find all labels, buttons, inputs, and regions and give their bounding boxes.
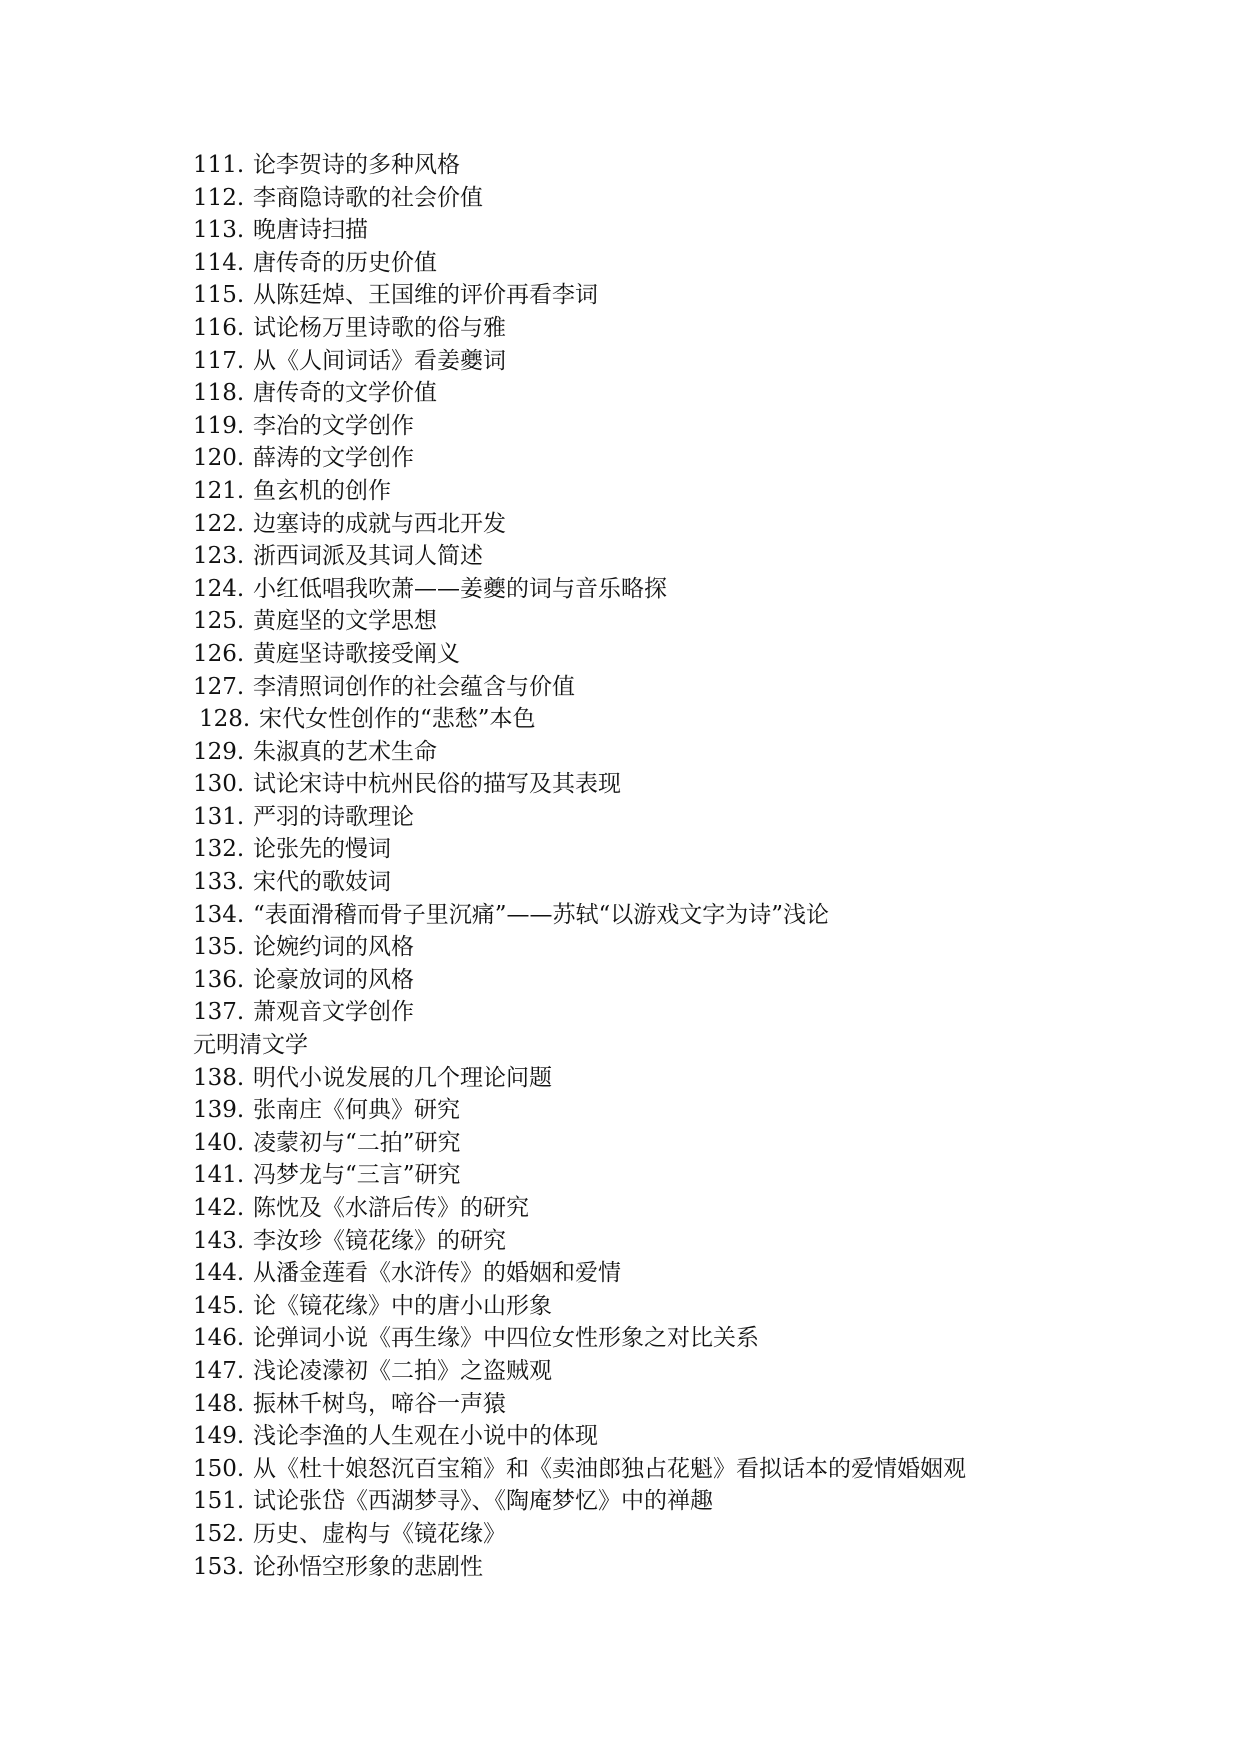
list-item — [193, 1485, 966, 1518]
list-item — [193, 1225, 966, 1258]
item-title: 黄庭坚的文学思想 — [253, 608, 437, 635]
item-title: 小红低唱我吹萧——姜夔的词与音乐略探 — [253, 575, 667, 602]
list-item — [193, 279, 966, 312]
item-number: 132. — [193, 836, 245, 863]
item-number: 111. — [193, 152, 245, 178]
list-item — [193, 182, 966, 215]
item-number: 129. — [193, 738, 245, 765]
list-item — [193, 1159, 966, 1192]
item-number: 117. — [193, 347, 245, 374]
item-title: 论《镜花缘》中的唐小山形象 — [253, 1292, 552, 1319]
item-title: 宋代女性创作的“悲愁”本色 — [259, 706, 536, 733]
item-number: 153. — [193, 1553, 245, 1580]
list-item — [193, 1127, 966, 1160]
list-item — [193, 475, 966, 508]
list-item — [193, 312, 966, 345]
section-heading-text: 元明清文学 — [193, 1032, 308, 1059]
item-number: 149. — [193, 1423, 245, 1450]
item-number: 145. — [193, 1292, 245, 1319]
item-title: 从《人间词话》看姜夔词 — [253, 347, 506, 374]
item-title: 宋代的歌妓词 — [253, 869, 391, 896]
item-number: 134. — [193, 901, 245, 928]
item-title: 论张先的慢词 — [253, 836, 391, 863]
item-number: 131. — [193, 803, 245, 830]
item-number: 151. — [193, 1488, 245, 1515]
item-number: 118. — [193, 380, 245, 407]
list-item — [193, 671, 966, 704]
list-item — [193, 573, 966, 606]
item-number: 119. — [193, 412, 245, 439]
item-number: 147. — [193, 1357, 245, 1384]
item-number: 113. — [193, 217, 245, 244]
item-number: 138. — [193, 1064, 245, 1091]
item-number: 133. — [193, 869, 245, 896]
item-number: 127. — [193, 673, 245, 700]
section-heading — [193, 1029, 966, 1062]
list-item — [193, 345, 966, 378]
item-number: 125. — [193, 608, 245, 635]
topic-list — [193, 149, 966, 1583]
item-title: 历史、虚构与《镜花缘》 — [253, 1520, 506, 1547]
item-number: 123. — [193, 543, 245, 570]
item-title: 论弹词小说《再生缘》中四位女性形象之对比关系 — [253, 1325, 759, 1352]
item-title: 晚唐诗扫描 — [253, 217, 368, 244]
item-title: 黄庭坚诗歌接受阐义 — [253, 640, 460, 667]
item-title: 凌蒙初与“二拍”研究 — [253, 1129, 461, 1156]
list-item — [193, 866, 966, 899]
list-item — [193, 768, 966, 801]
item-title: 边塞诗的成就与西北开发 — [253, 510, 506, 537]
item-number: 141. — [193, 1162, 245, 1189]
item-title: 朱淑真的艺术生命 — [253, 738, 437, 765]
item-title: 李冶的文学创作 — [253, 412, 414, 439]
list-item — [193, 1192, 966, 1225]
list-item — [193, 1388, 966, 1421]
item-title: 论李贺诗的多种风格 — [253, 152, 460, 178]
list-item — [193, 410, 966, 443]
item-number: 112. — [193, 184, 245, 211]
item-number: 150. — [193, 1455, 245, 1482]
list-item — [193, 442, 966, 475]
list-item — [193, 1518, 966, 1551]
item-title: 张南庄《何典》研究 — [253, 1097, 460, 1124]
list-item — [193, 1094, 966, 1127]
list-item — [193, 1355, 966, 1388]
item-title: 李清照词创作的社会蕴含与价值 — [253, 673, 575, 700]
list-item — [193, 508, 966, 541]
item-title: 李汝珍《镜花缘》的研究 — [253, 1227, 506, 1254]
item-number: 122. — [193, 510, 245, 537]
item-title: 唐传奇的文学价值 — [253, 380, 437, 407]
item-title: 试论张岱《西湖梦寻》、《陶庵梦忆》中的禅趣 — [253, 1488, 713, 1515]
list-item — [193, 540, 966, 573]
item-number: 114. — [193, 249, 245, 276]
list-item — [193, 736, 966, 769]
item-title: 陈忱及《水滸后传》的研究 — [253, 1195, 529, 1221]
item-number: 148. — [193, 1390, 245, 1417]
item-number: 136. — [193, 966, 245, 993]
list-item — [193, 1453, 966, 1486]
item-number: 135. — [193, 934, 245, 961]
list-item — [193, 638, 966, 671]
item-title: 冯梦龙与“三言”研究 — [253, 1162, 461, 1189]
item-number: 115. — [193, 282, 245, 309]
list-item — [193, 964, 966, 997]
list-item — [193, 1551, 966, 1584]
item-title: 从陈廷焯、王国维的评价再看李词 — [253, 282, 598, 309]
list-item — [193, 214, 966, 247]
item-number: 143. — [193, 1227, 245, 1254]
item-number: 146. — [193, 1325, 245, 1352]
list-item — [193, 1062, 966, 1095]
item-title: 浅论凌濛初《二拍》之盗贼观 — [253, 1357, 552, 1384]
list-item — [193, 801, 966, 834]
list-item — [193, 1322, 966, 1355]
item-number: 144. — [193, 1260, 245, 1287]
item-title: 从《杜十娘怒沉百宝箱》和《卖油郎独占花魁》看拟话本的爱情婚姻观 — [253, 1455, 966, 1482]
list-item — [193, 1257, 966, 1290]
list-item — [193, 605, 966, 638]
list-item — [193, 377, 966, 410]
list-item — [193, 931, 966, 964]
item-number: 140. — [193, 1129, 245, 1156]
item-title: 浅论李渔的人生观在小说中的体现 — [253, 1423, 598, 1450]
item-number: 120. — [193, 445, 245, 472]
item-title: 萧观音文学创作 — [253, 999, 414, 1026]
item-number: 128. — [199, 706, 251, 733]
item-title: 论孙悟空形象的悲剧性 — [253, 1553, 483, 1580]
item-number: 139. — [193, 1097, 245, 1124]
list-item — [193, 996, 966, 1029]
item-number: 121. — [193, 477, 245, 504]
item-title: 从潘金莲看《水浒传》的婚姻和爱情 — [253, 1260, 621, 1287]
item-title: 严羽的诗歌理论 — [253, 803, 414, 830]
item-number: 124. — [193, 575, 245, 602]
item-title: 论婉约词的风格 — [253, 934, 414, 961]
list-item — [193, 1290, 966, 1323]
item-title: 薛涛的文学创作 — [253, 445, 414, 472]
item-number: 126. — [193, 640, 245, 667]
item-number: 142. — [193, 1195, 245, 1221]
item-title: 论豪放词的风格 — [253, 966, 414, 993]
item-title: 鱼玄机的创作 — [253, 477, 391, 504]
item-title: 振林千树鸟，啼谷一声猿 — [253, 1390, 506, 1417]
list-item — [193, 247, 966, 280]
list-item — [193, 703, 966, 736]
item-title: 试论杨万里诗歌的俗与雅 — [253, 314, 506, 341]
item-title: 浙西词派及其词人简述 — [253, 543, 483, 570]
item-number: 152. — [193, 1520, 245, 1547]
list-item — [193, 899, 966, 932]
item-number: 137. — [193, 999, 245, 1026]
item-title: “表面滑稽而骨子里沉痛”——苏轼“以游戏文字为诗”浅论 — [253, 901, 830, 928]
item-number: 130. — [193, 771, 245, 798]
item-title: 明代小说发展的几个理论问题 — [253, 1064, 552, 1091]
list-item — [193, 1420, 966, 1453]
list-item — [193, 149, 966, 182]
item-title: 李商隐诗歌的社会价值 — [253, 184, 483, 211]
list-item — [193, 833, 966, 866]
item-number: 116. — [193, 314, 245, 341]
item-title: 唐传奇的历史价值 — [253, 249, 437, 276]
item-title: 试论宋诗中杭州民俗的描写及其表现 — [253, 771, 621, 798]
